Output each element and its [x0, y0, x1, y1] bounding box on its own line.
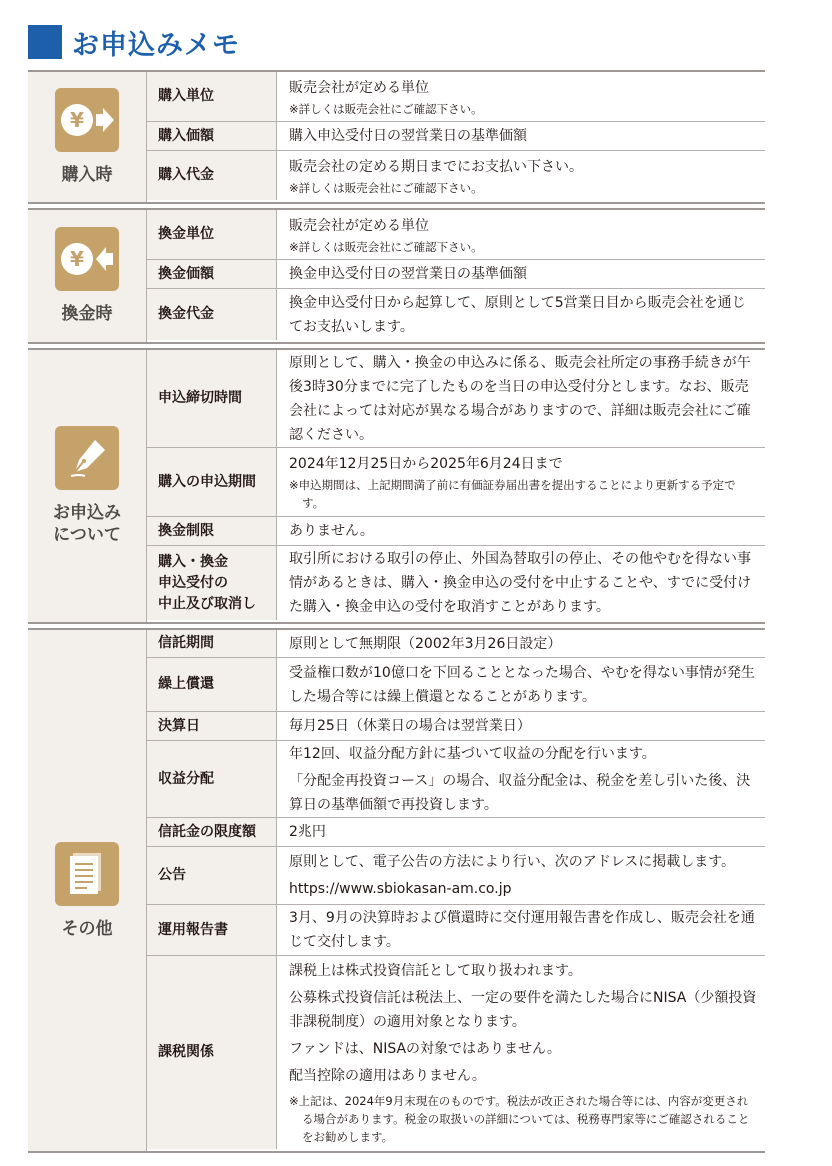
row-text: 換金申込受付日から起算して、原則として5営業日目から販売会社を通じてお支払いします。	[289, 294, 746, 335]
row-suspension	[147, 546, 765, 620]
row-text: 受益権口数が10億口を下回ることとなった場合、やむを得ない事情が発生した場合等には繰上償還となることがあります。	[289, 664, 755, 705]
row-purchase-price	[147, 122, 765, 151]
svg-text:¥: ¥	[70, 108, 84, 132]
row-redemption-unit	[147, 210, 765, 260]
row-label: 換金制限	[147, 517, 277, 545]
row-note: ※詳しくは販売会社にご確認下さい。	[289, 180, 483, 195]
section-application-header	[28, 350, 147, 622]
row-text: 原則として、購入・換金の申込みに係る、販売会社所定の事務手続きが午後3時30分までに完了したものを当日の申込受付分とします。なお、販売会社によっては対応が異なる場合がありますので、詳細は販売会社にご確認ください。	[289, 354, 751, 443]
row-trust-period	[147, 630, 765, 658]
row-text: ありません。	[289, 523, 374, 539]
row-paragraph: 配当控除の適用はありません。	[289, 1068, 486, 1084]
row-text: 購入申込受付日の翌営業日の基準価額	[289, 128, 527, 144]
document-icon	[55, 842, 119, 906]
row-text: 販売会社が定める単位	[289, 79, 429, 96]
section-redemption	[28, 208, 765, 344]
page-title-block	[28, 22, 240, 62]
svg-text:¥: ¥	[70, 247, 84, 271]
row-purchase-payment	[147, 151, 765, 200]
row-redemption-payment	[147, 289, 765, 340]
section-purchase	[28, 70, 765, 204]
fountain-pen-icon	[55, 426, 119, 490]
row-note: ※詳しくは販売会社にご確認下さい。	[289, 101, 483, 116]
row-label: 申込締切時間	[147, 350, 277, 447]
row-text: 取引所における取引の停止、外国為替取引の停止、その他やむを得ない事情があるときは、購入・換金申込の受付を中止することや、すでに受付けた購入・換金申込の受付を取消すことがあります。	[289, 551, 752, 615]
row-label: 公告	[147, 847, 277, 904]
row-text: 原則として無期限（2002年3月26日設定）	[289, 635, 562, 652]
row-text: 2024年12月25日から2025年6月24日まで	[289, 456, 563, 472]
row-label: 購入代金	[147, 151, 277, 200]
row-paragraph: 公募株式投資信託は税法上、一定の要件を満たした場合にNISA（少額投資非課税制度）の適用対象となります。	[289, 990, 757, 1030]
row-redemption-limit	[147, 517, 765, 546]
row-paragraph: 原則として、電子公告の方法により行い、次のアドレスに掲載します。	[289, 854, 736, 870]
row-cutoff-time	[147, 350, 765, 448]
row-label: 決算日	[147, 712, 277, 740]
row-paragraph: 「分配金再投資コース」の場合、収益分配金は、税金を差し引いた後、決算日の基準価額で再投資します。	[289, 772, 751, 813]
row-taxation	[147, 956, 765, 1149]
title-square-icon	[28, 25, 62, 59]
row-paragraph: 課税上は株式投資信託として取り扱われます。	[289, 963, 582, 979]
row-paragraph: 年12回、収益分配方針に基づいて収益の分配を行います。	[289, 745, 656, 762]
row-note: ※詳しくは販売会社にご確認下さい。	[289, 239, 483, 254]
section-redemption-label: 換金時	[61, 304, 113, 324]
row-label: 収益分配	[147, 741, 277, 817]
row-text: 3月、9月の決算時および償還時に交付運用報告書を作成し、販売会社を通じて交付します。	[289, 910, 755, 950]
row-paragraph: ファンドは、NISAの対象ではありません。	[289, 1041, 561, 1057]
section-purchase-header	[28, 72, 147, 202]
row-text: 毎月25日（休業日の場合は翌営業日）	[289, 718, 531, 734]
row-label: 課税関係	[147, 956, 277, 1149]
row-text: 販売会社が定める単位	[289, 217, 429, 234]
row-label: 繰上償還	[147, 658, 277, 711]
row-label: 信託金の限度額	[147, 818, 277, 846]
row-label: 購入・換金 申込受付の 中止及び取消し	[147, 546, 277, 620]
section-application	[28, 348, 765, 624]
row-text: 換金申込受付日の翌営業日の基準価額	[289, 266, 527, 282]
row-application-period	[147, 448, 765, 517]
row-label: 購入の申込期間	[147, 448, 277, 516]
notice-url-link[interactable]: https://www.sbiokasan-am.co.jp	[289, 881, 512, 897]
row-trust-limit	[147, 818, 765, 847]
row-label: 信託期間	[147, 630, 277, 657]
row-report	[147, 905, 765, 956]
section-application-label: お申込み について	[53, 503, 121, 545]
row-label: 購入価額	[147, 122, 277, 150]
section-purchase-label: 購入時	[61, 165, 113, 185]
row-label: 換金価額	[147, 260, 277, 288]
row-text: 販売会社の定める期日までにお支払い下さい。	[289, 158, 583, 175]
page-title: お申込みメモ	[72, 29, 240, 61]
section-other	[28, 628, 765, 1153]
row-early-redemption	[147, 658, 765, 712]
yen-arrow-right-icon	[55, 88, 119, 152]
row-distribution	[147, 741, 765, 818]
section-other-header	[28, 630, 147, 1151]
row-label: 換金代金	[147, 289, 277, 340]
row-text: 2兆円	[289, 824, 326, 840]
yen-arrow-left-icon	[55, 227, 119, 291]
row-label: 購入単位	[147, 72, 277, 121]
section-redemption-header	[28, 210, 147, 342]
row-label: 運用報告書	[147, 905, 277, 955]
row-redemption-price	[147, 260, 765, 289]
row-public-notice	[147, 847, 765, 905]
row-label: 換金単位	[147, 210, 277, 259]
row-note: ※上記は、2024年9月末現在のものです。税法が改正された場合等には、内容が変更される場合があります。税金の取扱いの詳細については、税務専門家等にご確認されることをお勧めします。	[289, 1094, 750, 1144]
section-other-label: その他	[61, 918, 113, 939]
row-note: ※申込期間は、上記期間満了前に有価証券届出書を提出することにより更新する予定です。	[289, 478, 736, 510]
row-settlement-date	[147, 712, 765, 741]
row-purchase-unit	[147, 72, 765, 122]
